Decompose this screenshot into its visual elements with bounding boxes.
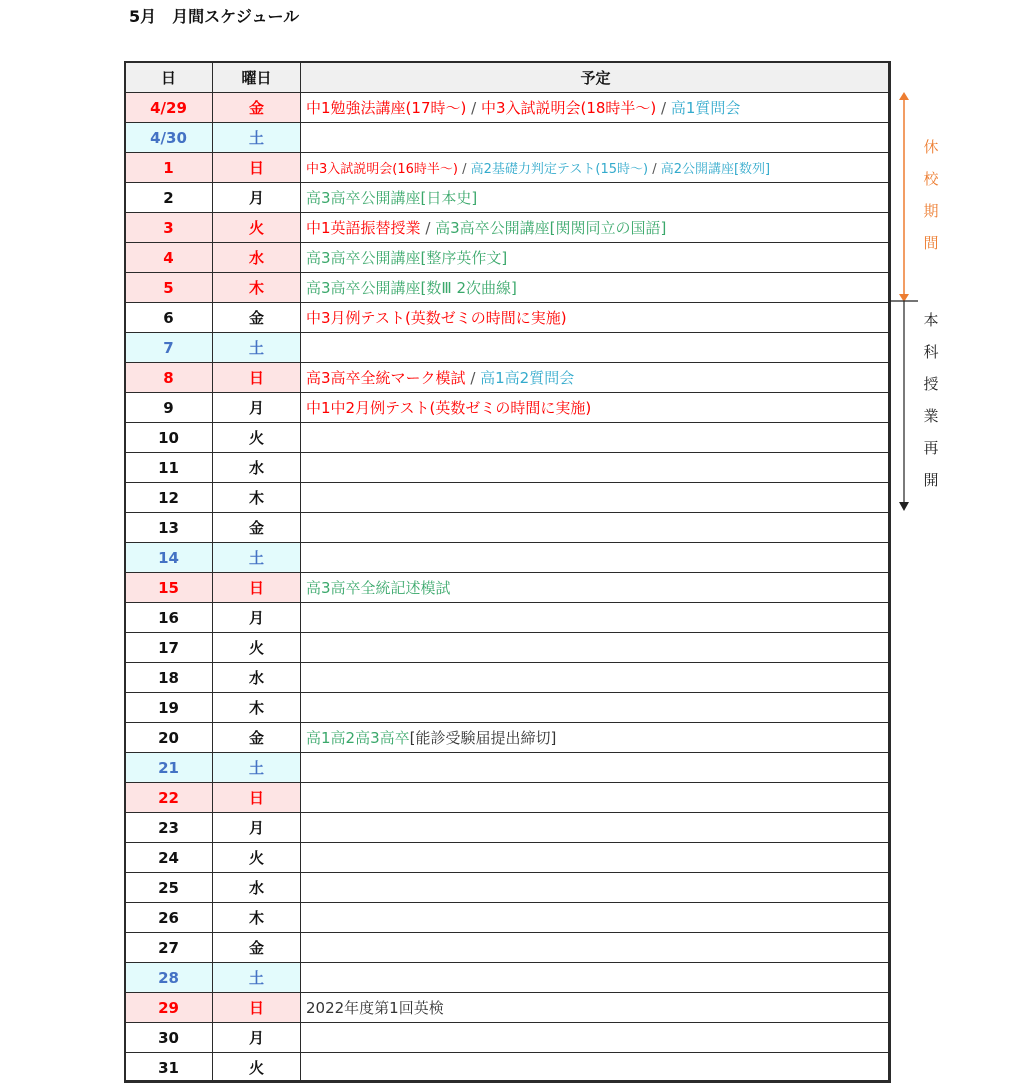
day-cell: 3	[125, 213, 213, 243]
table-row	[125, 453, 891, 483]
event-item: 中1英語振替授業	[306, 219, 421, 237]
schedule-cell	[301, 213, 891, 243]
table-row	[125, 393, 891, 423]
weekday-cell: 月	[213, 1023, 301, 1053]
table-row	[125, 633, 891, 663]
event-item: 高3高卒公開講座[整序英作文]	[306, 249, 508, 267]
table-row	[125, 573, 891, 603]
day-cell: 7	[125, 333, 213, 363]
table-row	[125, 783, 891, 813]
table-row	[125, 693, 891, 723]
schedule-cell	[301, 543, 891, 573]
weekday-cell: 木	[213, 483, 301, 513]
schedule-cell	[301, 633, 891, 663]
event-separator: /	[465, 369, 481, 387]
day-cell: 15	[125, 573, 213, 603]
schedule-cell	[301, 963, 891, 993]
day-cell: 20	[125, 723, 213, 753]
header-schedule: 予定	[301, 62, 891, 93]
weekday-cell: 月	[213, 183, 301, 213]
page-title: 5月 月間スケジュール	[129, 7, 300, 26]
day-cell: 5	[125, 273, 213, 303]
day-cell: 29	[125, 993, 213, 1023]
day-cell: 13	[125, 513, 213, 543]
side-label-char: 期	[923, 202, 939, 220]
schedule-cell	[301, 453, 891, 483]
schedule-cell	[301, 753, 891, 783]
day-cell: 4	[125, 243, 213, 273]
table-row	[125, 1053, 891, 1083]
day-cell: 18	[125, 663, 213, 693]
table-row	[125, 333, 891, 363]
weekday-cell: 金	[213, 513, 301, 543]
day-cell: 8	[125, 363, 213, 393]
weekday-cell: 火	[213, 1053, 301, 1083]
day-cell: 30	[125, 1023, 213, 1053]
classes-resume-arrow	[890, 300, 920, 514]
table-row	[125, 993, 891, 1023]
day-cell: 26	[125, 903, 213, 933]
schedule-cell	[301, 903, 891, 933]
schedule-cell	[301, 333, 891, 363]
day-cell: 2	[125, 183, 213, 213]
side-label-char: 業	[923, 407, 939, 425]
weekday-cell: 水	[213, 663, 301, 693]
table-row	[125, 243, 891, 273]
weekday-cell: 金	[213, 723, 301, 753]
event-item: 高3高卒公開講座[数Ⅲ 2次曲線]	[306, 279, 517, 297]
schedule-cell	[301, 813, 891, 843]
schedule-cell	[301, 933, 891, 963]
table-row	[125, 273, 891, 303]
table-row	[125, 153, 891, 183]
schedule-cell	[301, 513, 891, 543]
table-row	[125, 303, 891, 333]
schedule-cell	[301, 183, 891, 213]
event-separator: /	[648, 162, 661, 177]
schedule-cell	[301, 363, 891, 393]
table-row	[125, 1023, 891, 1053]
table-row	[125, 603, 891, 633]
side-label-char: 本	[923, 311, 939, 329]
weekday-cell: 木	[213, 273, 301, 303]
table-row	[125, 183, 891, 213]
day-cell: 19	[125, 693, 213, 723]
event-item: 高2公開講座[数列]	[660, 162, 771, 177]
table-row	[125, 813, 891, 843]
table-row	[125, 423, 891, 453]
event-item: 中1勉強法講座(17時〜)	[306, 99, 467, 117]
event-item: 高3高卒公開講座[関関同立の国語]	[435, 219, 667, 237]
day-cell: 1	[125, 153, 213, 183]
weekday-cell: 土	[213, 543, 301, 573]
day-cell: 17	[125, 633, 213, 663]
day-cell: 10	[125, 423, 213, 453]
day-cell: 21	[125, 753, 213, 783]
event-separator: /	[466, 99, 481, 117]
event-item: 高3高卒公開講座[日本史]	[306, 189, 478, 207]
weekday-cell: 土	[213, 753, 301, 783]
day-cell: 6	[125, 303, 213, 333]
weekday-cell: 日	[213, 573, 301, 603]
day-cell: 31	[125, 1053, 213, 1083]
schedule-cell	[301, 663, 891, 693]
schedule-cell	[301, 723, 891, 753]
side-label-char: 開	[923, 471, 939, 489]
weekday-cell: 水	[213, 243, 301, 273]
day-cell: 11	[125, 453, 213, 483]
event-item: 高3高卒全統マーク模試	[306, 369, 466, 387]
weekday-cell: 水	[213, 453, 301, 483]
weekday-cell: 火	[213, 843, 301, 873]
event-item: 高2基礎力判定テスト(15時〜)	[470, 162, 649, 177]
weekday-cell: 木	[213, 903, 301, 933]
weekday-cell: 水	[213, 873, 301, 903]
table-row	[125, 213, 891, 243]
event-item: 高1質問会	[670, 99, 741, 117]
weekday-cell: 日	[213, 783, 301, 813]
weekday-cell: 土	[213, 333, 301, 363]
table-row	[125, 363, 891, 393]
header-day: 日	[125, 62, 213, 93]
weekday-cell: 日	[213, 993, 301, 1023]
table-row	[125, 483, 891, 513]
schedule-cell	[301, 1053, 891, 1083]
schedule-cell	[301, 153, 891, 183]
side-label-char: 授	[923, 375, 939, 393]
table-row	[125, 723, 891, 753]
side-label-char: 間	[923, 234, 939, 252]
day-cell: 9	[125, 393, 213, 423]
weekday-cell: 金	[213, 93, 301, 123]
schedule-cell	[301, 573, 891, 603]
weekday-cell: 火	[213, 423, 301, 453]
schedule-cell	[301, 873, 891, 903]
event-separator: /	[457, 162, 471, 177]
header-row	[125, 62, 891, 93]
schedule-cell	[301, 483, 891, 513]
day-cell: 14	[125, 543, 213, 573]
table-row	[125, 93, 891, 123]
weekday-cell: 日	[213, 153, 301, 183]
day-cell: 28	[125, 963, 213, 993]
schedule-cell	[301, 243, 891, 273]
day-cell: 25	[125, 873, 213, 903]
day-cell: 22	[125, 783, 213, 813]
table-row	[125, 843, 891, 873]
side-label-char: 科	[923, 343, 939, 361]
schedule-cell	[301, 93, 891, 123]
day-cell: 24	[125, 843, 213, 873]
weekday-cell: 土	[213, 963, 301, 993]
event-item: 2022年度第1回英検	[306, 999, 444, 1017]
side-label-char: 休	[923, 138, 939, 156]
table-row	[125, 903, 891, 933]
day-cell: 4/29	[125, 93, 213, 123]
event-item: 高3高卒全統記述模試	[306, 579, 451, 597]
header-weekday: 曜日	[213, 62, 301, 93]
day-cell: 27	[125, 933, 213, 963]
table-row	[125, 873, 891, 903]
schedule-cell	[301, 693, 891, 723]
schedule-cell	[301, 1023, 891, 1053]
day-cell: 23	[125, 813, 213, 843]
event-separator: /	[420, 219, 436, 237]
side-label-char: 校	[923, 170, 939, 188]
weekday-cell: 月	[213, 603, 301, 633]
day-cell: 12	[125, 483, 213, 513]
schedule-cell	[301, 783, 891, 813]
schedule-cell	[301, 603, 891, 633]
event-item: 高1高2高3高卒	[306, 729, 410, 747]
table-row	[125, 123, 891, 153]
schedule-cell	[301, 393, 891, 423]
day-cell: 4/30	[125, 123, 213, 153]
schedule-cell	[301, 303, 891, 333]
weekday-cell: 火	[213, 633, 301, 663]
schedule-cell	[301, 273, 891, 303]
weekday-cell: 金	[213, 933, 301, 963]
event-separator: /	[656, 99, 671, 117]
table-row	[125, 753, 891, 783]
event-item: 中3入試説明会(16時半〜)	[306, 162, 458, 177]
day-cell: 16	[125, 603, 213, 633]
schedule-table	[124, 61, 891, 1083]
side-label-char: 再	[923, 439, 939, 457]
event-item: 中3月例テスト(英数ゼミの時間に実施)	[306, 309, 567, 327]
weekday-cell: 火	[213, 213, 301, 243]
schedule-cell	[301, 123, 891, 153]
schedule-cell	[301, 423, 891, 453]
school-closed-arrow	[896, 92, 912, 304]
table-row	[125, 513, 891, 543]
weekday-cell: 木	[213, 693, 301, 723]
table-row	[125, 663, 891, 693]
weekday-cell: 日	[213, 363, 301, 393]
event-item: 中3入試説明会(18時半〜)	[480, 99, 657, 117]
schedule-cell	[301, 843, 891, 873]
schedule-cell	[301, 993, 891, 1023]
event-item: 高1高2質問会	[480, 369, 575, 387]
weekday-cell: 月	[213, 393, 301, 423]
table-row	[125, 933, 891, 963]
table-row	[125, 963, 891, 993]
table-row	[125, 543, 891, 573]
event-item: [能診受験届提出締切]	[409, 729, 557, 747]
event-item: 中1中2月例テスト(英数ゼミの時間に実施)	[306, 399, 592, 417]
weekday-cell: 土	[213, 123, 301, 153]
weekday-cell: 金	[213, 303, 301, 333]
weekday-cell: 月	[213, 813, 301, 843]
